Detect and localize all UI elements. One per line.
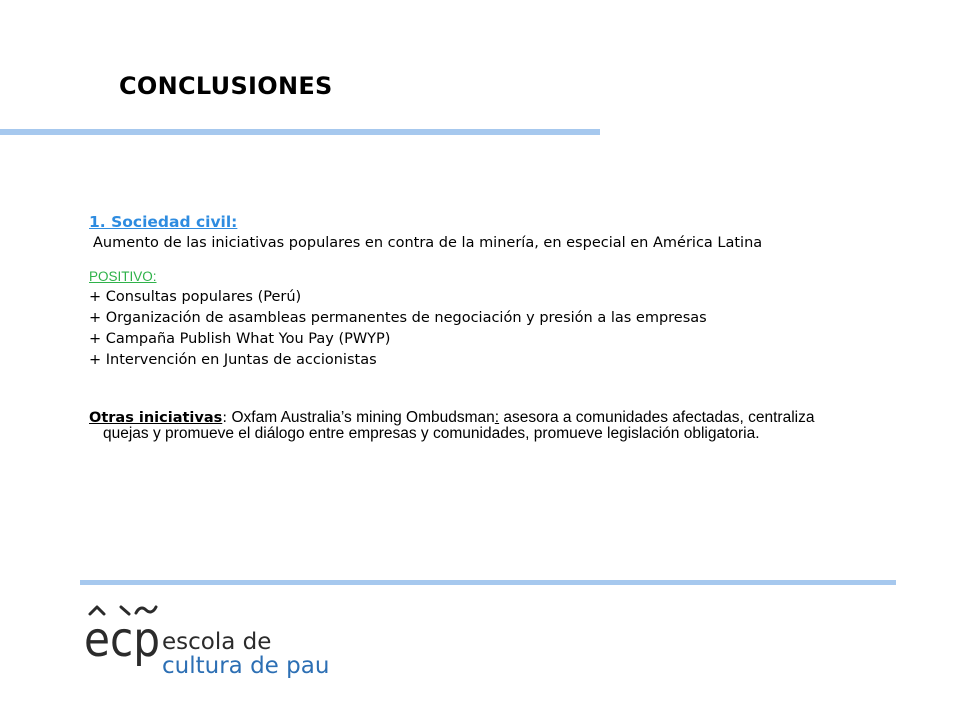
list-item: + Campaña Publish What You Pay (PWYP) <box>89 331 391 347</box>
ecp-logo <box>80 598 342 682</box>
logo-line-1: escola de <box>162 629 272 655</box>
other-initiatives <box>89 410 835 441</box>
other-initiatives-label: Otras iniciativas <box>89 410 223 426</box>
slide-title: CONCLUSIONES <box>119 72 333 100</box>
section-intro: Aumento de las iniciativas populares en contra de la minería, en especial en América Latina <box>93 235 763 251</box>
other-initiatives-separator: : <box>222 410 228 426</box>
list-item: + Intervención en Juntas de accionistas <box>89 352 377 368</box>
positive-label: POSITIVO: <box>89 269 157 284</box>
other-initiatives-description: asesora a comunidades afectadas, centraliza quejas y promueve el diálogo entre empresas y comunidades, promueve legislación obligatoria. <box>103 409 815 442</box>
list-item: + Organización de asambleas permanentes de negociación y presión a las empresas <box>89 310 707 326</box>
list-item: + Consultas populares (Perú) <box>89 289 302 305</box>
title-underline-rule <box>0 129 600 135</box>
positive-points-list <box>89 289 829 368</box>
slide-content <box>89 212 829 441</box>
footer-rule <box>80 580 896 585</box>
logo-line-2: cultura de pau <box>162 653 330 679</box>
section-heading: 1. Sociedad civil: <box>89 213 238 231</box>
logo-mark: ecp <box>84 612 160 668</box>
other-initiatives-entity-separator: : <box>494 409 500 426</box>
other-initiatives-entity: Oxfam Australia’s mining Ombudsman <box>231 409 495 426</box>
